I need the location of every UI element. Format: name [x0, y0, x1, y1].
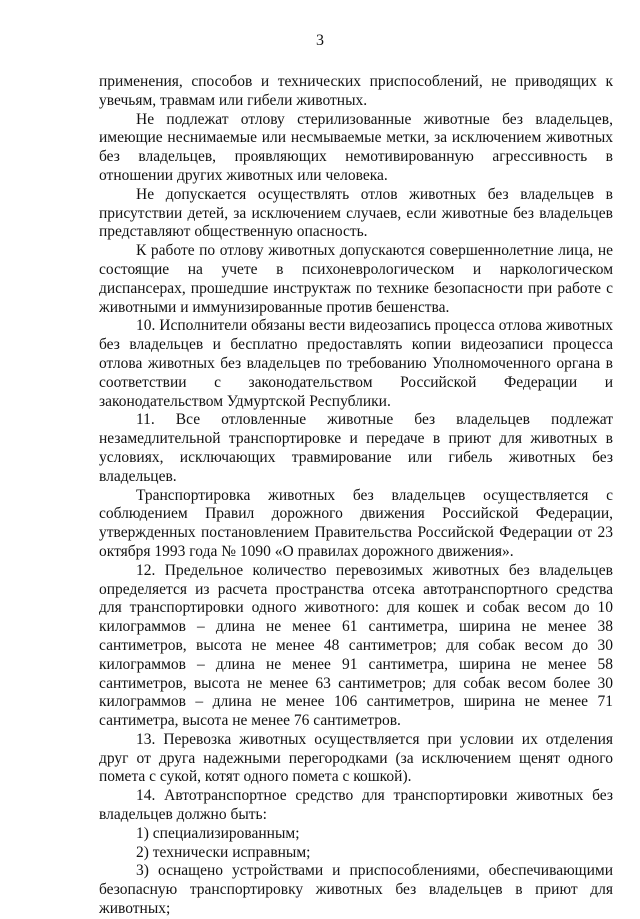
paragraph-item-10: 10. Исполнители обязаны вести видеозапись процесса отлова животных без владельцев и бесплатно предоставлять копии видеозаписи процесса отлова животных без владельцев по требованию Уполномоченного органа в соответствии с законодательством Российской Федерации и законодательством Удмуртской Республики. — [99, 317, 614, 410]
paragraph-sterilized-animals: Не подлежат отлову стерилизованные животные без владельцев, имеющие неснимаемые или несмываемые метки, за исключением животных без владельцев, проявляющих немотивированную агрессивность в отношении других животных или человека. — [99, 110, 613, 184]
list-item-2: 2) технически исправным; — [136, 843, 311, 861]
paragraph-item-11: 11. Все отловленные животные без владельцев подлежат незамедлительной транспортировке и передаче в приют для животных в условиях, исключающих травмирование или гибель животных без владельцев. — [99, 411, 613, 485]
paragraph-children-presence: Не допускается осуществлять отлов животных без владельцев в присутствии детей, за исключением случаев, если животные без владельцев представляют общественную опасность. — [99, 185, 613, 241]
paragraph-continuation: применения, способов и технических приспособлений, не приводящих к увечьям, травмам или гибели животных. — [99, 73, 613, 109]
paragraph-item-12: 12. Предельное количество перевозимых животных без владельцев определяется из расчета пространства отсека автотранспортного средства для транспортировки одного животного: для кошек и собак весом до 10 килограммов – длина не менее 61 сантиметра, ширина не менее 38 сантиметров, высота не менее 48 сантиметров; для собак весом до 30 килограммов – длина не менее 91 сантиметра, ширина не менее 58 сантиметров, высота не менее 63 сантиметров; для собак весом более 30 килограммов – длина не менее 106 сантиметров, ширина не менее 71 сантиметра, высота не менее 76 сантиметров. — [99, 561, 613, 730]
paragraph-item-14: 14. Автотранспортное средство для транспортировки животных без владельцев должно быть: — [99, 787, 613, 824]
list-item-1: 1) специализированным; — [136, 824, 300, 842]
paragraph-transport-rules: Транспортировка животных без владельцев осуществляется с соблюдением Правил дорожного движения Российской Федерации, утвержденных постановлением Правительства Российской Федерации от 23 октября 1993 года № 1090 «О правилах дорожного движения». — [99, 486, 613, 560]
paragraph-personnel-requirements: К работе по отлову животных допускаются совершеннолетние лица, не состоящие на учете в психоневрологическом и наркологическом диспансерах, прошедшие инструктаж по технике безопасности при работе с животными и иммунизированные против бешенства. — [99, 242, 613, 316]
list-item-3: 3) оснащено устройствами и приспособлениями, обеспечивающими безопасную транспортировку животных без владельцев в приют для животных; — [99, 862, 613, 918]
document-body — [99, 73, 613, 919]
paragraph-item-13: 13. Перевозка животных осуществляется при условии их отделения друг от друга надежными перегородками (за исключением щенят одного помета с сукой, котят одного помета с кошкой). — [99, 730, 613, 786]
page-number: 3 — [316, 32, 324, 49]
